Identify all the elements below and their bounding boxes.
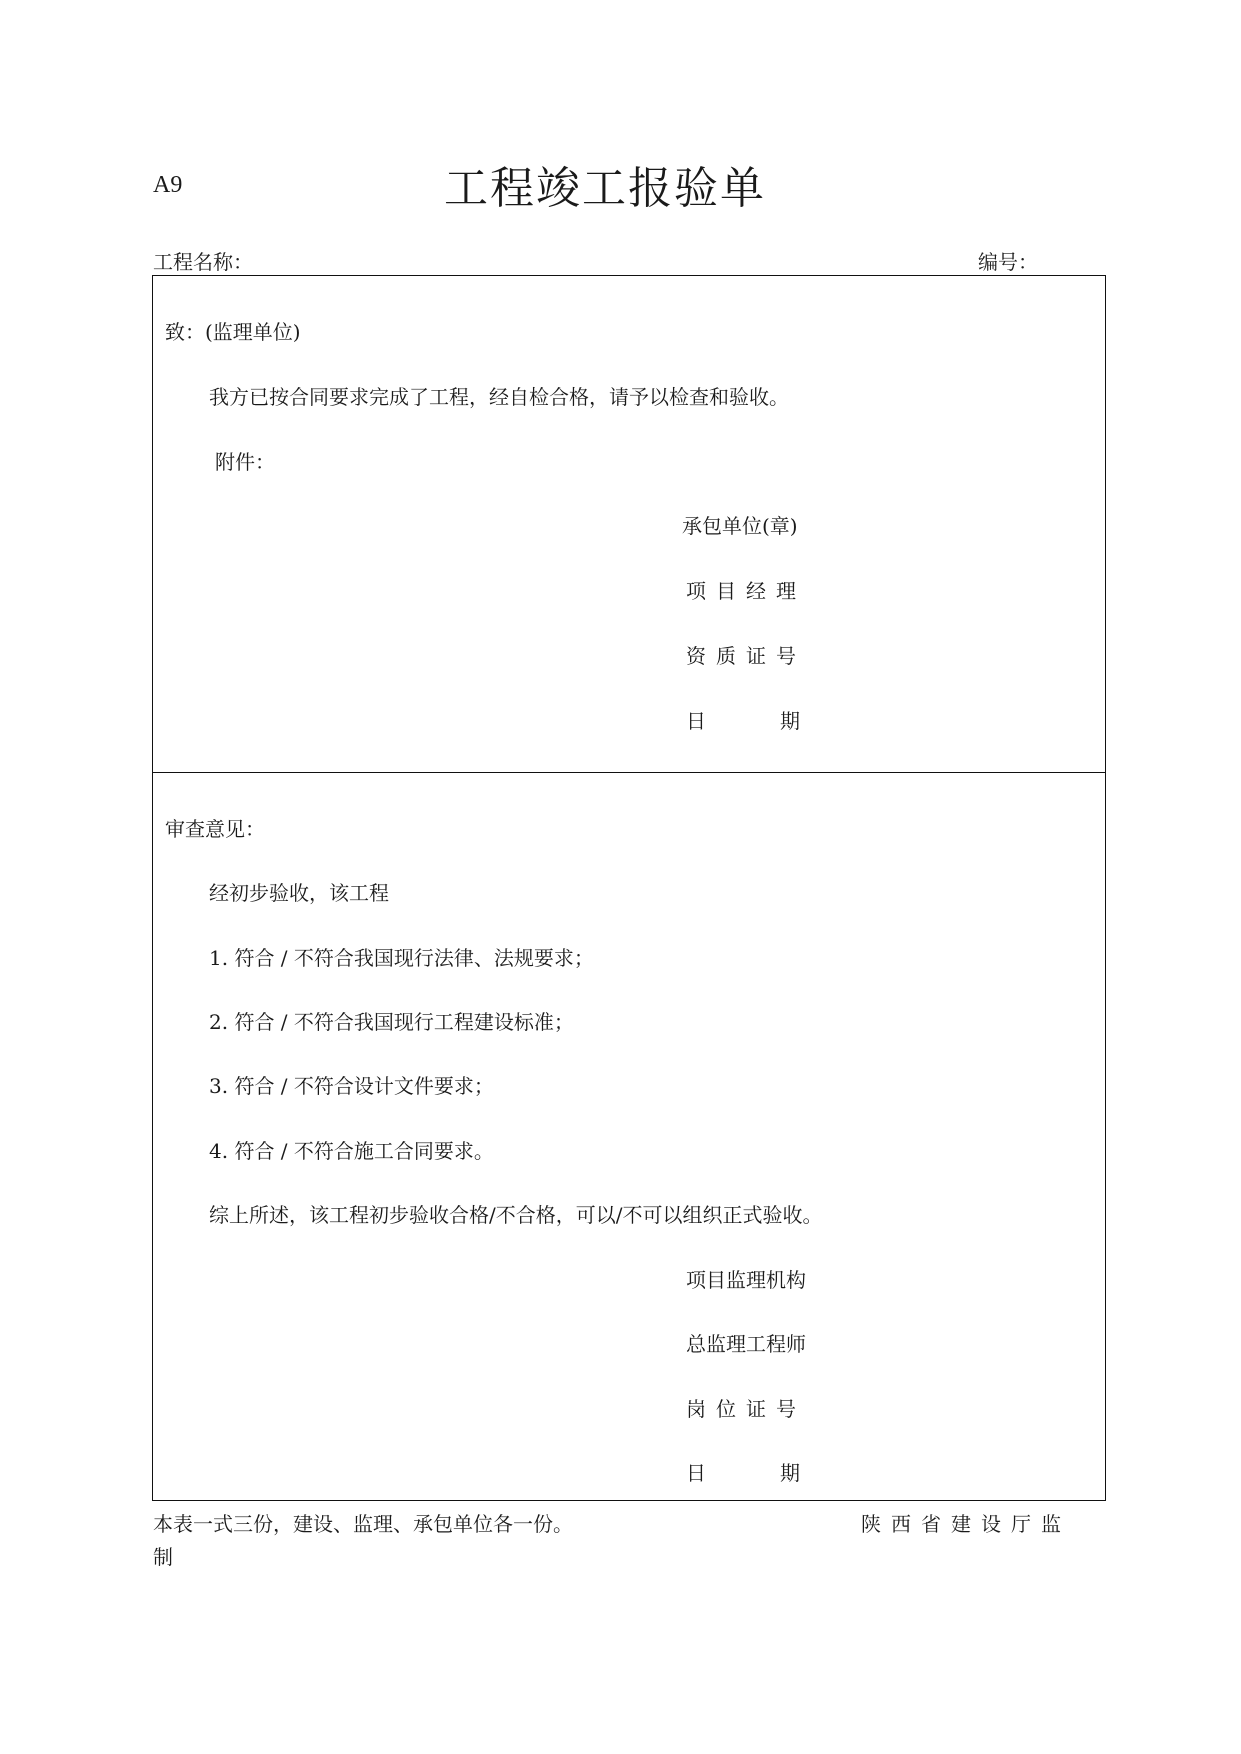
issuer-text: 陕西省建设厅监 [861,1512,1071,1536]
post-certificate-label: 岗位证号 [686,1397,806,1421]
form-code: A9 [153,172,183,198]
review-conclusion: 综上所述，该工程初步验收合格/不合格，可以/不可以组织正式验收。 [209,1203,823,1227]
review-heading: 审查意见： [165,817,265,841]
review-item-1: 1. 符合 / 不符合我国现行法律、法规要求； [209,946,594,970]
project-manager-label: 项目经理 [686,579,806,603]
review-date-label: 日期 [686,1461,874,1485]
section-divider [153,772,1105,773]
copies-note: 本表一式三份，建设、监理、承包单位各一份。 [153,1512,573,1536]
contractor-seal-label: 承包单位(章) [682,514,798,538]
completion-statement: 我方已按合同要求完成了工程，经自检合格，请予以检查和验收。 [209,385,789,409]
addressee-line: 致：(监理单位) [165,320,301,344]
attachment-label: 附件： [215,450,275,474]
review-item-4: 4. 符合 / 不符合施工合同要求。 [209,1139,494,1163]
review-item-3: 3. 符合 / 不符合设计文件要求； [209,1074,494,1098]
supervision-agency-label: 项目监理机构 [686,1268,806,1292]
qualification-number-label: 资质证号 [686,644,806,668]
submission-date-label: 日期 [686,709,874,733]
review-item-2: 2. 符合 / 不符合我国现行工程建设标准； [209,1010,574,1034]
page-title: 工程竣工报验单 [444,163,766,214]
form-table [152,275,1106,1501]
project-name-label: 工程名称： [153,250,253,274]
issuer-text-continued: 制 [153,1545,173,1569]
serial-number-label: 编号： [978,250,1038,274]
chief-supervisor-label: 总监理工程师 [686,1332,806,1356]
review-intro: 经初步验收，该工程 [209,881,389,905]
